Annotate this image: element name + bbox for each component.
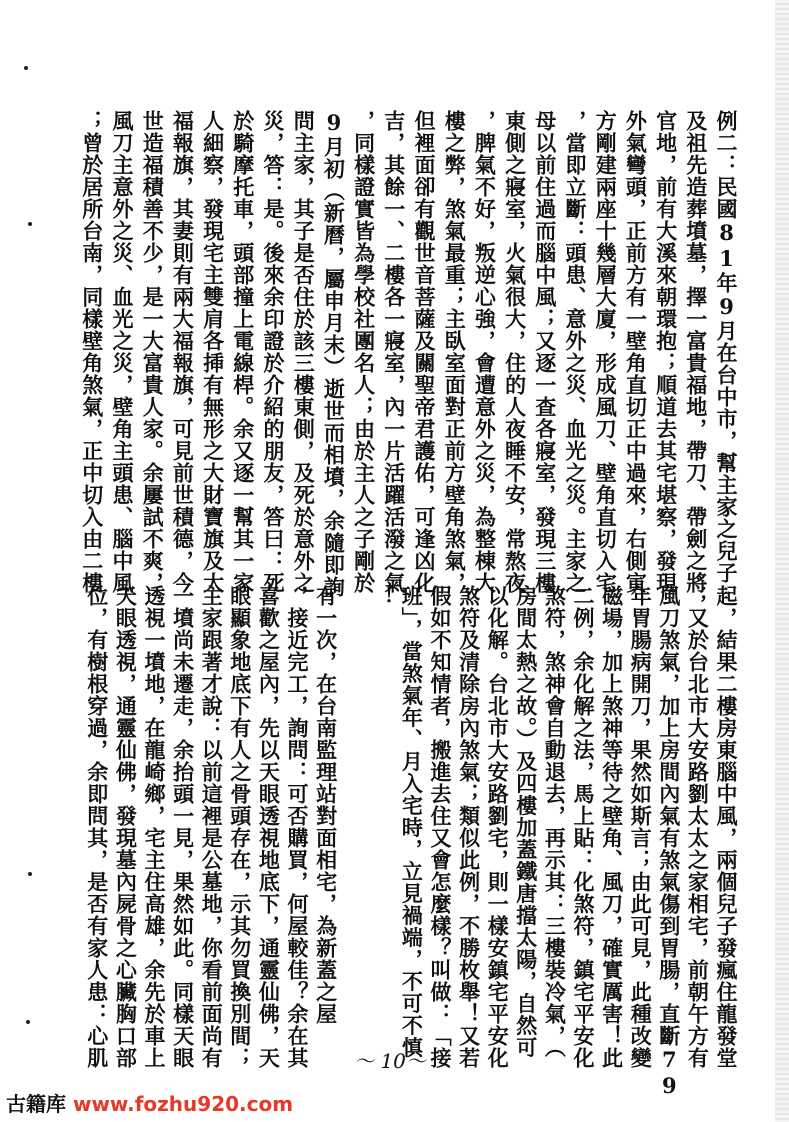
- text-column: 例二：民國81年9月在台中市，幫主家之兒子: [714, 110, 739, 584]
- text-column: 風刀主意外之災、血光之災，壁角主頭患、腦中風: [110, 110, 135, 594]
- text-column: 有一次，在台南監理站對面相宅，為新蓋之屋: [313, 585, 339, 1025]
- text-column: 官地，前有大溪來朝環抱；順道去其宅堪察，發現: [653, 110, 679, 594]
- text-column: 母以前住過而腦中風；又逐一查各寢室，發現三樓: [532, 110, 558, 594]
- text-column: 主家跟著才說：以前這裡是公墓地，你看前面尚有: [199, 585, 225, 1069]
- scan-speck: [24, 66, 28, 70]
- text-column: 煞符及清除房內煞氣；類似此例，不勝枚舉！又若: [456, 585, 482, 1069]
- scan-speck: [28, 872, 32, 876]
- text-column: 房間太熱之故。）及四樓加蓋鐵唐擋太陽，自然可: [513, 585, 539, 1059]
- text-column: ；曾於居所台南，同樣壁角煞氣，正中切入由二樓: [79, 110, 105, 594]
- text-column: 磁場，加上煞神等待之壁角、風刀，確實厲害！此: [599, 585, 625, 1069]
- text-column: 外氣彎頭，正前方有一壁角直切正中過來，右側寅: [623, 110, 649, 594]
- text-column: 以化解。台北市大安路劉宅，則一樣安鎮宅平安化: [485, 585, 511, 1069]
- watermark-label: 古籍库: [6, 1092, 66, 1116]
- text-column: 及祖先造葬墳墓，擇一富貴福地，帶刀、帶劍之將: [683, 110, 709, 594]
- text-column: 問主家，其子是否住於該三樓東側，及死於意外之: [291, 110, 317, 594]
- text-column: 福報旗，其妻則有兩大福報旗，可見前世積德，今: [170, 110, 196, 594]
- text-column: 天眼透視，通靈仙佛，發現墓內屍骨之心臟胸口部: [113, 585, 139, 1069]
- text-column: 吉，其餘一、二樓各一寢室，內一片活躍活潑之氣: [381, 110, 407, 594]
- text-column: 方剛建兩座十幾層大廈，形成風刀、壁角直切入宅: [593, 110, 619, 594]
- text-column: 班」，當煞氣年、月入宅時，立見禍端，不可不慎: [399, 585, 425, 1059]
- text-column: 假如不知情者，搬進去住又會怎麼樣？叫做：「接: [428, 585, 453, 1069]
- text-column: 東側之寢室，火氣很大，住的人夜睡不安，常熬夜: [502, 110, 528, 594]
- text-column: ！: [370, 585, 396, 607]
- text-column: 但裡面卻有觀世音菩薩及關聖帝君護佑，可逢凶化: [412, 110, 437, 594]
- text-column: 風刀煞氣，加上房間內氣有煞氣傷到胃腸，直斷79: [656, 585, 682, 1099]
- text-column: 災，答：是。後來余印證於介紹的朋友，答曰：死: [261, 110, 286, 594]
- text-column: 喜歡之屋內，先以天眼透視地底下，通靈仙佛，天: [256, 585, 282, 1069]
- text-column: ，同樣證實皆為學校社團名人；由於主人之子剛於: [351, 110, 377, 594]
- scan-speck: [28, 222, 32, 226]
- text-column: 位，有樹根穿過，余即問其，是否有家人患：心肌: [84, 585, 110, 1069]
- text-column: ，脾氣不好，叛逆心強，會遭意外之災，為整棟大: [472, 110, 498, 594]
- text-column: 人細察，發現宅主雙肩各揷有無形之大財寶旗及大: [200, 110, 226, 594]
- watermark-url: www.fozhu920.com: [72, 1092, 294, 1116]
- text-column: ，當即立斷：頭患、意外之災、血光之災。主家之: [563, 110, 588, 594]
- text-column: 起，結果二樓房東腦中風，兩個兒子發瘋住龍發堂: [714, 585, 739, 1069]
- text-column: 透視一墳地，在龍崎鄉，宅主住高雄，余先於車上: [142, 585, 167, 1069]
- text-column: 二例，余化解之法，馬上貼：化煞符，鎮宅平安化: [571, 585, 596, 1069]
- text-column: 9月初（新曆，屬申月末）逝世而相墳，余隨即詢: [321, 110, 347, 598]
- text-column: 年胃腸病開刀，果然如斯言；由此可見，此種改變: [628, 585, 654, 1069]
- text-column: ，接近完工，詢問：可否購買，何屋較佳？余在其: [285, 585, 310, 1069]
- page-number: ～ 10～: [354, 1049, 426, 1073]
- text-column: 世造福積善不少，是一大富貴人家。余屢試不爽，: [140, 110, 166, 594]
- scan-speck: [26, 1020, 30, 1024]
- text-column: 樓之弊，煞氣最重；主臥室面對正前方壁角煞氣，: [442, 110, 468, 594]
- site-watermark: [6, 1088, 293, 1117]
- text-column: 一墳尚未遷走，余抬頭一見，果然如此。同樣天眼: [170, 585, 196, 1069]
- text-column: 煞符，煞神會自動退去，再示其：三樓裝冷氣，（: [542, 585, 568, 1059]
- text-column: 眼顯象地底下有人之骨頭存在，示其勿買換別間；: [227, 585, 253, 1069]
- text-column: 於騎摩托車，頭部撞上電線桿。余又逐一幫其一家: [230, 110, 256, 594]
- binding-edge: [775, 0, 789, 1122]
- text-column: ；又於台北市大安路劉太太之家相宅，前朝午方有: [685, 585, 711, 1069]
